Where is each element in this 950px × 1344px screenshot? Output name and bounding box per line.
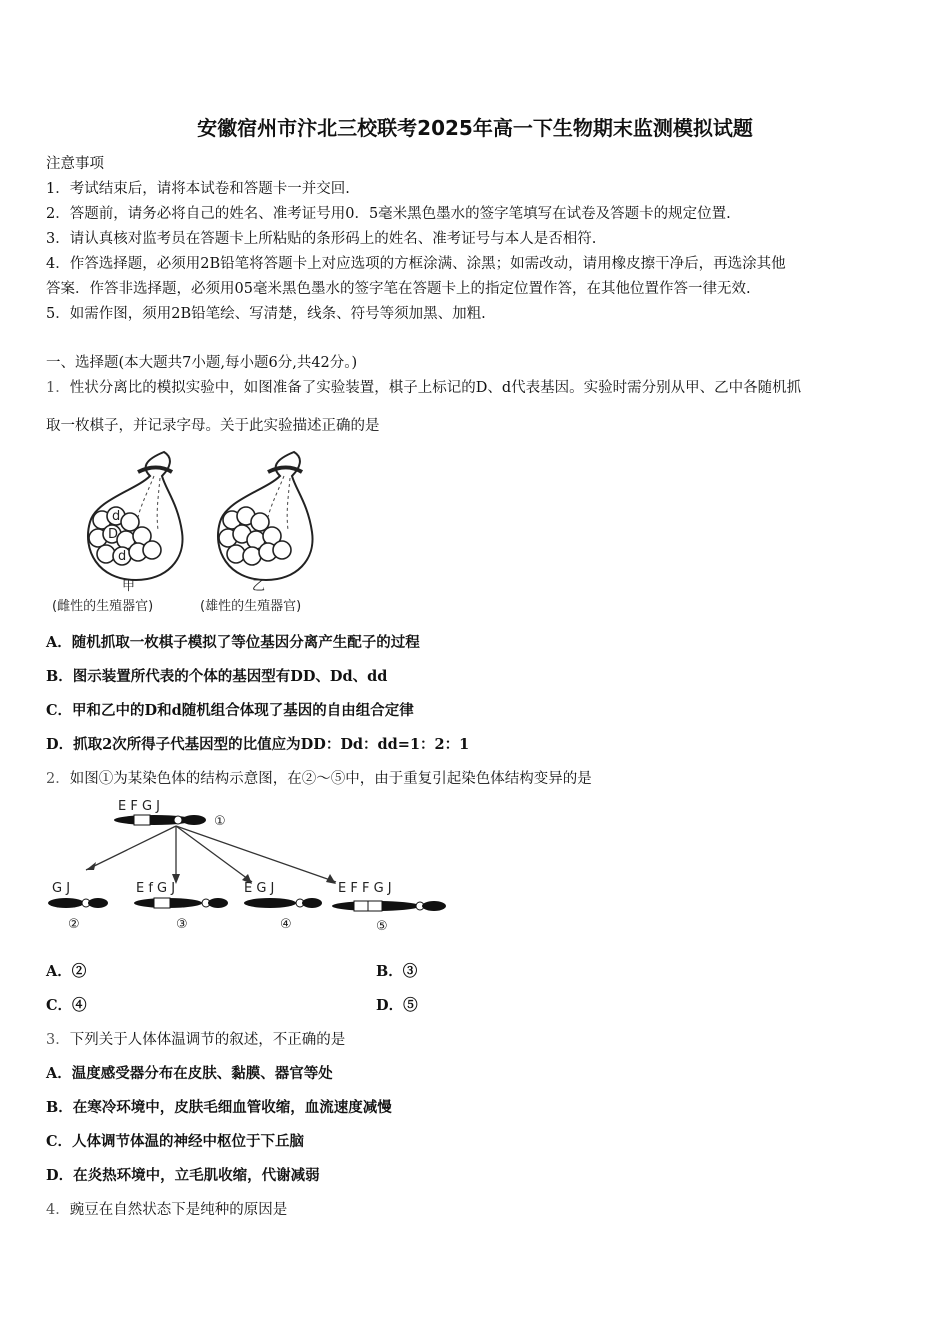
svg-text:④: ④ <box>280 917 292 932</box>
option-item: D．在炎热环境中，立毛肌收缩，代谢减弱 <box>46 1167 320 1184</box>
piece-label: d <box>112 509 121 524</box>
option-item: B．在寒冷环境中，皮肤毛细血管收缩，血流速度减慢 <box>46 1099 392 1116</box>
chromosome-figure <box>46 796 456 940</box>
option-item: B．③ <box>376 963 418 980</box>
question-number: 3． <box>46 1032 70 1048</box>
question-number: 4． <box>46 1202 70 1218</box>
bag-jia <box>52 452 183 614</box>
notice-item: 1．考试结束后，请将本试卷和答题卡一并交回. <box>46 181 350 197</box>
question-4-text: 4．豌豆在自然状态下是纯种的原因是 <box>46 1202 288 1218</box>
chromosome-2 <box>48 881 108 932</box>
chromosome-4 <box>244 881 322 932</box>
svg-text:③: ③ <box>176 917 188 932</box>
question-number: 2． <box>46 771 70 787</box>
notice-item: 答案．作答非选择题，必须用05毫米黑色墨水的签字笔在答题卡上的指定位置作答，在其他位置作答一律无效. <box>46 281 751 297</box>
notice-item: 5．如需作图，须用2B铅笔绘、写清楚，线条、符号等须加黑、加粗. <box>46 306 486 322</box>
piece-label: d <box>118 549 127 564</box>
arrows <box>86 826 336 882</box>
question-number: 1． <box>46 380 70 396</box>
notice-item: 4．作答选择题，必须用2B铅笔将答题卡上对应选项的方框涂满、涂黑；如需改动，请用橡皮擦干净后，再选涂其他 <box>46 256 786 272</box>
svg-text:E f G J: E f G J <box>136 881 176 896</box>
bag-label-jia: 甲 <box>122 579 136 594</box>
page-title: 安徽宿州市汴北三校联考2025年高一下生物期末监测模拟试题 <box>197 116 753 140</box>
question-1-text: 1．性状分离比的模拟实验中，如图准备了实验装置，棋子上标记的D、d代表基因。实验时需分别从甲、乙中各随机抓 <box>46 380 802 396</box>
section-heading: 一、选择题(本大题共7小题,每小题6分,共42分。) <box>46 355 358 371</box>
svg-text:①: ① <box>214 814 226 829</box>
notice-heading: 注意事项 <box>46 156 104 172</box>
bag-label-yi: 乙 <box>252 579 266 594</box>
chromosome-3 <box>134 881 228 932</box>
option-item: B．图示装置所代表的个体的基因型有DD、Dd、dd <box>46 668 388 685</box>
bag-caption-jia: (雌性的生殖器官) <box>52 599 154 614</box>
chromosome-1 <box>114 799 226 829</box>
option-item: D．⑤ <box>376 997 418 1014</box>
option-item: A．② <box>46 963 87 980</box>
notice-item: 3．请认真核对监考员在答题卡上所粘贴的条形码上的姓名、准考证号与本人是否相符. <box>46 231 597 247</box>
piece-label: D <box>108 527 119 542</box>
svg-text:G J: G J <box>52 881 71 896</box>
option-item: A．随机抓取一枚棋子模拟了等位基因分离产生配子的过程 <box>46 634 420 651</box>
svg-text:E F G J: E F G J <box>118 799 160 814</box>
option-item: C．甲和乙中的D和d随机组合体现了基因的自由组合定律 <box>46 702 414 719</box>
svg-text:E G J: E G J <box>244 881 275 896</box>
svg-text:E F F G J: E F F G J <box>338 881 392 896</box>
option-item: A．温度感受器分布在皮肤、黏膜、器官等处 <box>46 1065 333 1082</box>
bag-yi <box>200 452 313 614</box>
question-2-text: 2．如图①为某染色体的结构示意图，在②～⑤中，由于重复引起染色体结构变异的是 <box>46 771 592 787</box>
svg-text:⑤: ⑤ <box>376 919 388 934</box>
option-item: C．④ <box>46 997 87 1014</box>
bag-figure <box>46 440 346 620</box>
notice-item: 2．答题前，请务必将自己的姓名、准考证号用0．5毫米黑色墨水的签字笔填写在试卷及答题卡的规定位置. <box>46 206 731 222</box>
chromosome-5 <box>332 881 446 934</box>
bag-caption-yi: (雄性的生殖器官) <box>200 599 302 614</box>
option-item: C．人体调节体温的神经中枢位于下丘脑 <box>46 1133 305 1150</box>
question-1-text-cont: 取一枚棋子，并记录字母。关于此实验描述正确的是 <box>46 418 380 434</box>
svg-text:②: ② <box>68 917 80 932</box>
option-item: D．抓取2次所得子代基因型的比值应为DD：Dd：dd=1：2：1 <box>46 736 470 753</box>
question-3-text: 3．下列关于人体体温调节的叙述，不正确的是 <box>46 1032 346 1048</box>
